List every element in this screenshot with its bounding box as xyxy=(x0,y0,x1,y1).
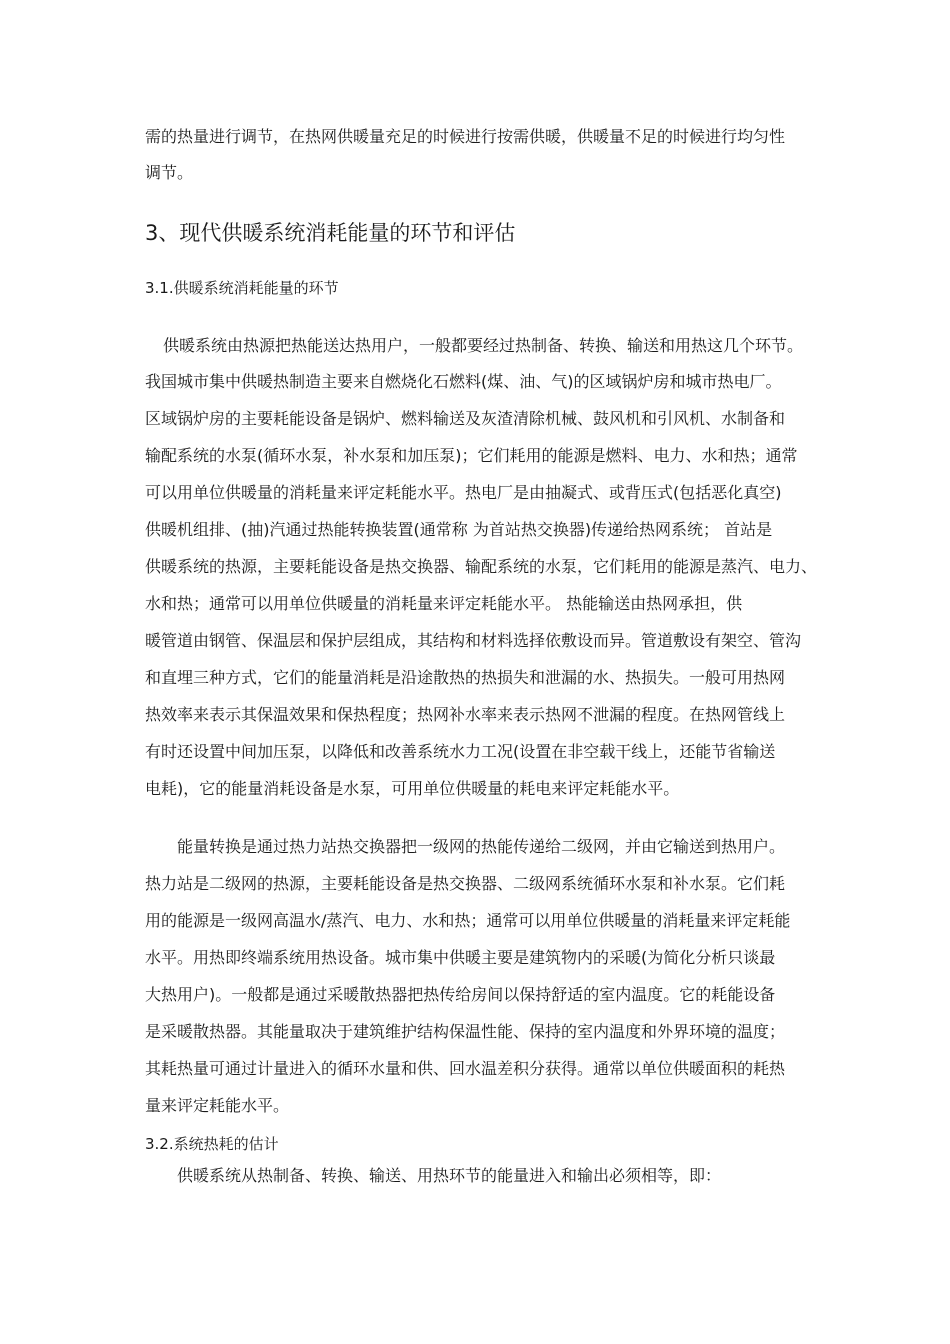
para2-line-4: 水平。用热即终端系统用热设备。城市集中供暖主要是建筑物内的采暖(为简化分析只谈最 xyxy=(145,948,776,967)
section-heading: 3、现代供暖系统消耗能量的环节和评估 xyxy=(145,221,516,245)
para2-line-7: 其耗热量可通过计量进入的循环水量和供、回水温差积分获得。通常以单位供暖面积的耗热 xyxy=(145,1059,786,1078)
para1-line-13: 电耗)，它的能量消耗设备是水泵，可用单位供暖量的耗电来评定耗能水平。 xyxy=(145,779,680,798)
para2-line-3: 用的能源是一级网高温水/蒸汽、电力、水和热；通常可以用单位供暖量的消耗量来评定耗能 xyxy=(145,911,791,930)
para2-line-2: 热力站是二级网的热源，主要耗能设备是热交换器、二级网系统循环水泵和补水泵。它们耗 xyxy=(145,874,786,893)
para2-line-6: 是采暖散热器。其能量取决于建筑维护结构保温性能、保持的室内温度和外界环境的温度； xyxy=(145,1022,786,1041)
para1-line-1: 供暖系统由热源把热能送达热用户，一般都要经过热制备、转换、输送和用热这几个环节。 xyxy=(163,336,804,355)
intro-line-2: 调节。 xyxy=(145,163,194,182)
para1-line-4: 输配系统的水泵(循环水泵，补水泵和加压泵)；它们耗用的能源是燃料、电力、水和热；通常 xyxy=(145,446,798,465)
para1-line-11: 热效率来表示其保温效果和保热程度；热网补水率来表示热网不泄漏的程度。在热网管线上 xyxy=(145,705,786,724)
para3-line-1: 供暖系统从热制备、转换、输送、用热环节的能量进入和输出必须相等，即： xyxy=(177,1166,722,1185)
para1-line-5: 可以用单位供暖量的消耗量来评定耗能水平。热电厂是由抽凝式、或背压式(包括恶化真空) xyxy=(145,483,782,502)
para1-line-12: 有时还设置中间加压泵，以降低和改善系统水力工况(设置在非空载干线上，还能节省输送 xyxy=(145,742,776,761)
para2-line-8: 量来评定耗能水平。 xyxy=(145,1096,290,1115)
para2-line-5: 大热用户)。一般都是通过采暖散热器把热传给房间以保持舒适的室内温度。它的耗能设备 xyxy=(145,985,776,1004)
intro-line-1: 需的热量进行调节，在热网供暖量充足的时候进行按需供暖，供暖量不足的时候进行均匀性 xyxy=(145,127,786,146)
para1-line-2: 我国城市集中供暖热制造主要来自燃烧化石燃料(煤、油、气)的区域锅炉房和城市热电厂。 xyxy=(145,372,782,391)
para1-line-3: 区域锅炉房的主要耗能设备是锅炉、燃料输送及灰渣清除机械、鼓风机和引风机、水制备和 xyxy=(145,409,786,428)
para1-line-10: 和直埋三种方式，它们的能量消耗是沿途散热的热损失和泄漏的水、热损失。一般可用热网 xyxy=(145,668,786,687)
para1-line-8: 水和热；通常可以用单位供暖量的消耗量来评定耗能水平。 热能输送由热网承担，供 xyxy=(145,594,743,613)
para1-line-7: 供暖系统的热源，主要耗能设备是热交换器、输配系统的水泵，它们耗用的能源是蒸汽、电力、 xyxy=(145,557,818,576)
subsection-heading-1: 3.1.供暖系统消耗能量的环节 xyxy=(145,279,339,297)
para1-line-6: 供暖机组排、(抽)汽通过热能转换装置(通常称 为首站热交换器)传递给热网系统； 首站是 xyxy=(145,520,773,539)
subsection-heading-2: 3.2.系统热耗的估计 xyxy=(145,1135,279,1153)
para2-line-1: 能量转换是通过热力站热交换器把一级网的热能传递给二级网，并由它输送到热用户。 xyxy=(177,837,786,856)
para1-line-9: 暖管道由钢管、保温层和保护层组成，其结构和材料选择依敷设而异。管道敷设有架空、管沟 xyxy=(145,631,802,650)
